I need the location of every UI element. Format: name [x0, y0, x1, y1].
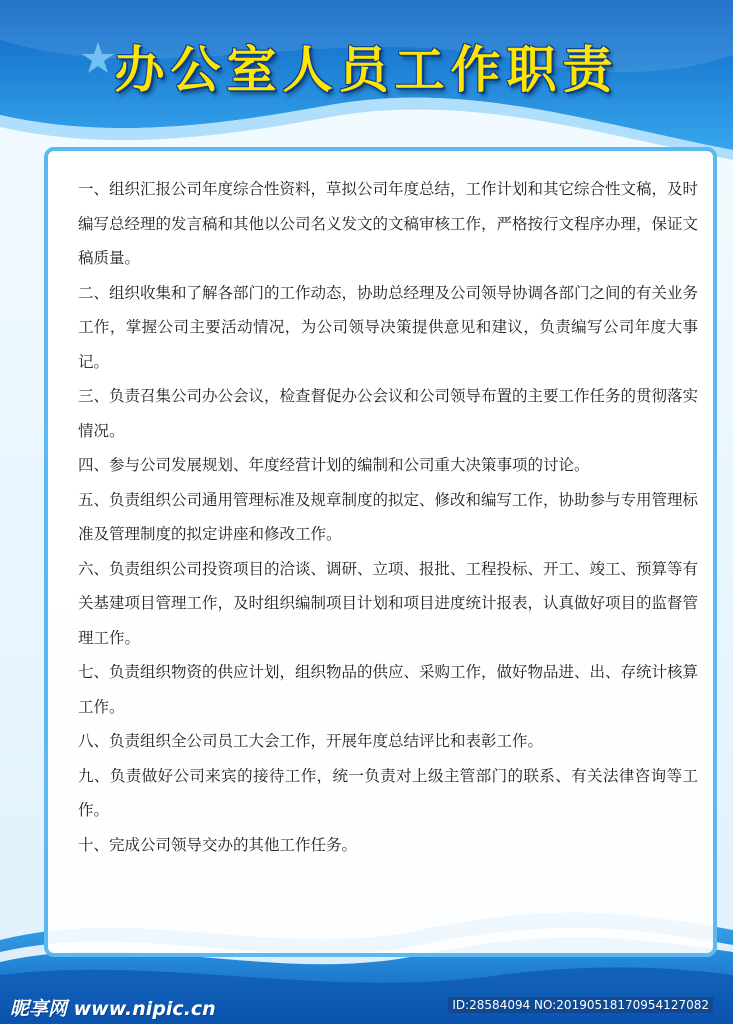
list-item: 八、负责组织全公司员工大会工作，开展年度总结评比和表彰工作。	[78, 732, 544, 750]
list-item: 六、负责组织公司投资项目的洽谈、调研、立项、报批、工程投标、开工、竣工、预算等有关基建项目管理工作，及时组织编制项目计划和项目进度统计报表，认真做好项目的监督管理工作。	[78, 559, 699, 647]
list-item: 五、负责组织公司通用管理标准及规章制度的拟定、修改和编写工作，协助参与专用管理标准及管理制度的拟定讲座和修改工作。	[78, 490, 699, 543]
list-item: 九、负责做好公司来宾的接待工作，统一负责对上级主管部门的联系、有关法律咨询等工作。	[78, 766, 698, 819]
duty-list	[78, 172, 698, 862]
watermark-id: ID:28584094 NO:20190518170954127082	[448, 997, 713, 1013]
list-item: 十、完成公司领导交办的其他工作任务。	[78, 835, 358, 854]
list-item: 四、参与公司发展规划、年度经营计划的编制和公司重大决策事项的讨论。	[78, 456, 590, 474]
page-title: 办公室人员工作职责	[114, 40, 619, 99]
list-item: 七、负责组织物资的供应计划，组织物品的供应、采购工作，做好物品进、出、存统计核算工作。	[78, 663, 699, 716]
list-item: 二、组织收集和了解各部门的工作动态，协助总经理及公司领导协调各部门之间的有关业务工作，掌握公司主要活动情况，为公司领导决策提供意见和建议，负责编写公司年度大事记。	[78, 283, 699, 371]
list-item: 三、负责召集公司办公会议，检查督促办公会议和公司领导布置的主要工作任务的贯彻落实情况。	[78, 387, 699, 440]
list-item: 一、组织汇报公司年度综合性资料，草拟公司年度总结，工作计划和其它综合性文稿，及时编写总经理的发言稿和其他以公司名义发文的文稿审核工作，严格按行文程序办理，保证文稿质量。	[78, 180, 699, 267]
watermark-logo: 昵享网 www.nipic.cn	[10, 998, 216, 1020]
